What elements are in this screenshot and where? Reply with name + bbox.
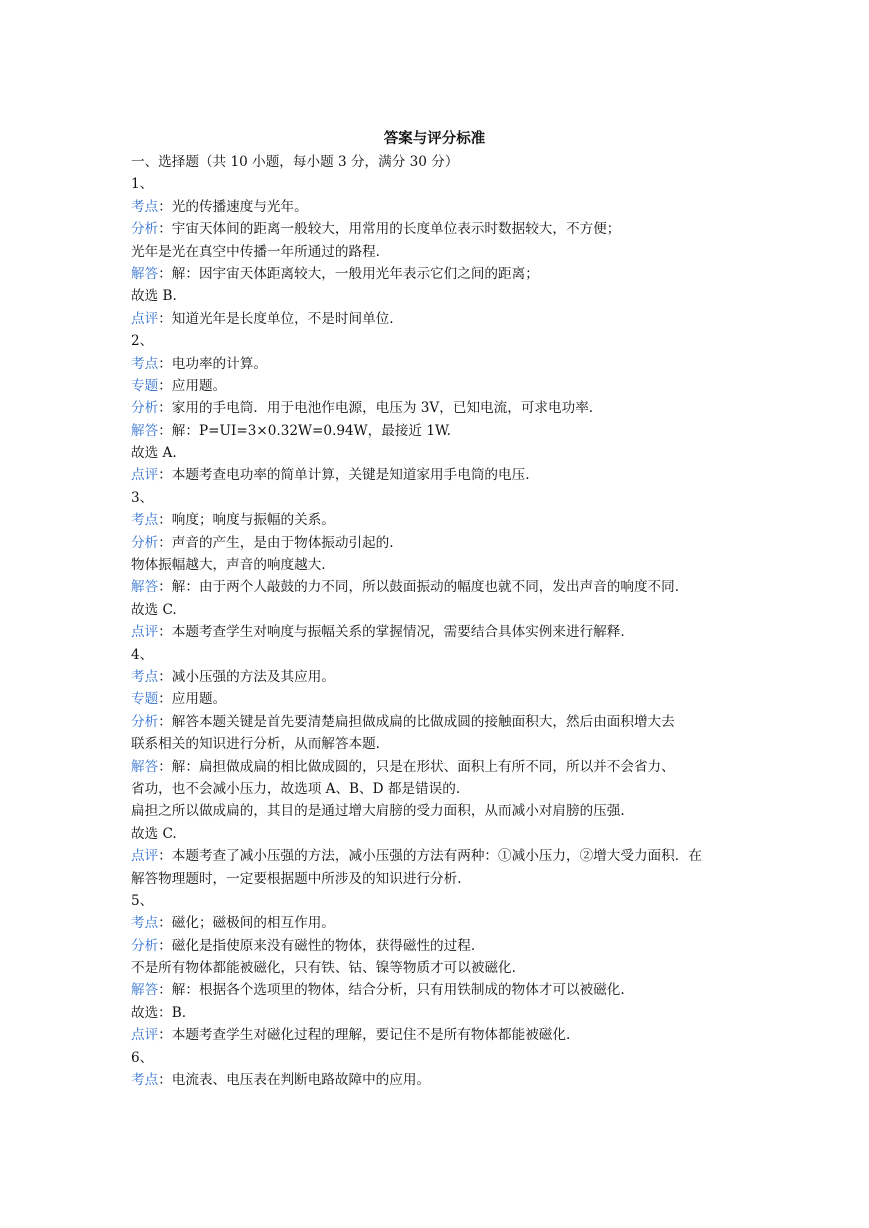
text-line	[131, 644, 741, 666]
line-text: 故选 C.	[131, 825, 177, 842]
text-line	[131, 979, 741, 1001]
text-line	[131, 285, 741, 307]
text-line	[131, 621, 741, 643]
text-line	[131, 576, 741, 598]
answer-content	[131, 151, 741, 1091]
text-line	[131, 935, 741, 957]
line-text: 省功，也不会减小压力，故选项 A、B、D 都是错误的.	[131, 780, 461, 797]
line-text: 2、	[131, 333, 154, 350]
section-label: 解答	[131, 982, 159, 999]
section-label: 分析	[131, 400, 159, 417]
text-line	[131, 711, 741, 733]
line-text: ：磁化是指使原来没有磁性的物体，获得磁性的过程.	[158, 937, 476, 954]
line-text: 一、选择题（共 10 小题，每小题 3 分，满分 30 分）	[131, 154, 459, 170]
text-line	[131, 196, 741, 218]
line-text: ：知道光年是长度单位，不是时间单位.	[158, 310, 394, 327]
section-label: 分析	[131, 937, 159, 954]
text-line	[131, 353, 741, 375]
section-label: 点评	[131, 310, 159, 327]
text-line	[131, 845, 741, 867]
text-line	[131, 308, 741, 330]
text-line	[131, 1069, 741, 1091]
line-text: 不是所有物体都能被磁化，只有铁、钴、镍等物质才可以被磁化.	[131, 960, 516, 977]
section-label: 解答	[131, 422, 159, 439]
text-line	[131, 666, 741, 688]
text-line	[131, 397, 741, 419]
section-label: 分析	[131, 713, 159, 730]
section-label: 点评	[131, 624, 159, 641]
line-text: 解答物理题时，一定要根据题中所涉及的知识进行分析.	[131, 870, 462, 887]
text-line	[131, 173, 741, 195]
line-text: ：减小压强的方法及其应用。	[158, 668, 335, 685]
section-label: 点评	[131, 848, 159, 865]
line-text: ：解：扁担做成扁的相比做成圆的，只是在形状、面积上有所不同，所以并不会省力、	[158, 758, 675, 775]
section-label: 考点	[131, 668, 159, 685]
line-text: ：解：因宇宙天体距离较大，一般用光年表示它们之间的距离；	[158, 265, 539, 282]
text-line	[131, 375, 741, 397]
text-line	[131, 554, 741, 576]
line-text: 光年是光在真空中传播一年所通过的路程.	[131, 243, 381, 260]
page-title: 答案与评分标准	[383, 130, 486, 147]
text-line	[131, 532, 741, 554]
line-text: ：宇宙天体间的距离一般较大，用常用的长度单位表示时数据较大，不方便；	[158, 221, 621, 238]
line-text: 1、	[131, 176, 154, 193]
line-text: ：本题考查了减小压强的方法，减小压强的方法有两种：①减小压力，②增大受力面积．在	[158, 848, 702, 865]
section-label: 专题	[131, 691, 159, 708]
text-line	[131, 778, 741, 800]
line-text: 扁担之所以做成扁的，其目的是通过增大肩膀的受力面积，从而减小对肩膀的压强.	[131, 803, 625, 820]
text-line	[131, 890, 741, 912]
text-line	[131, 509, 741, 531]
section-label: 考点	[131, 512, 159, 529]
line-text: 3、	[131, 489, 154, 506]
line-text: ：解：P=UI=3×0.32W=0.94W，最接近 1W.	[158, 422, 451, 439]
text-line	[131, 442, 741, 464]
line-text: ：本题考查学生对磁化过程的理解，要记住不是所有物体都能被磁化.	[158, 1027, 571, 1044]
section-label: 考点	[131, 355, 159, 372]
line-text: ：磁化；磁极间的相互作用。	[158, 915, 335, 932]
section-label: 分析	[131, 221, 159, 238]
line-text: 故选 B.	[131, 288, 177, 305]
section-label: 解答	[131, 579, 159, 596]
text-line	[131, 688, 741, 710]
text-line	[131, 464, 741, 486]
section-label: 解答	[131, 758, 159, 775]
section-label: 解答	[131, 265, 159, 282]
line-text: ：应用题。	[158, 377, 227, 394]
section-label: 分析	[131, 534, 159, 551]
line-text: ：解：根据各个选项里的物体，结合分析，只有用铁制成的物体才可以被磁化.	[158, 982, 625, 999]
section-label: 点评	[131, 467, 159, 484]
line-text: 6、	[131, 1049, 154, 1066]
text-line	[131, 733, 741, 755]
text-line	[131, 420, 741, 442]
section-label: 考点	[131, 198, 159, 215]
text-line	[131, 330, 741, 352]
text-line	[131, 1024, 741, 1046]
text-line	[131, 241, 741, 263]
text-line	[131, 218, 741, 240]
line-text: ：响度；响度与振幅的关系。	[158, 512, 335, 529]
text-line	[131, 599, 741, 621]
text-line	[131, 912, 741, 934]
line-text: 5、	[131, 892, 154, 909]
line-text: ：应用题。	[158, 691, 227, 708]
line-text: ：声音的产生，是由于物体振动引起的.	[158, 534, 394, 551]
line-text: 故选：B.	[131, 1004, 187, 1021]
text-line	[131, 151, 741, 173]
line-text: ：光的传播速度与光年。	[158, 198, 308, 215]
text-line	[131, 1002, 741, 1024]
line-text: ：解：由于两个人敲鼓的力不同，所以鼓面振动的幅度也就不同，发出声音的响度不同.	[158, 579, 680, 596]
line-text: ：家用的手电筒．用于电池作电源，电压为 3V，已知电流，可求电功率.	[158, 400, 594, 417]
line-text: ：解答本题关键是首先要清楚扁担做成扁的比做成圆的接触面积大，然后由面积增大去	[158, 713, 675, 730]
text-line	[131, 823, 741, 845]
text-line	[131, 756, 741, 778]
line-text: ：电功率的计算。	[158, 355, 267, 372]
line-text: 故选 C.	[131, 601, 177, 618]
line-text: ：本题考查电功率的简单计算，关键是知道家用手电筒的电压.	[158, 467, 530, 484]
line-text: ：电流表、电压表在判断电路故障中的应用。	[158, 1072, 431, 1089]
text-line	[131, 957, 741, 979]
section-label: 专题	[131, 377, 159, 394]
line-text: 4、	[131, 646, 154, 663]
line-text: 物体振幅越大，声音的响度越大.	[131, 557, 326, 574]
line-text: ：本题考查学生对响度与振幅关系的掌握情况，需要结合具体实例来进行解释.	[158, 624, 625, 641]
line-text: 联系相关的知识进行分析，从而解答本题.	[131, 736, 381, 753]
section-label: 点评	[131, 1027, 159, 1044]
line-text: 故选 A.	[131, 445, 177, 462]
text-line	[131, 1047, 741, 1069]
text-line	[131, 487, 741, 509]
section-label: 考点	[131, 1072, 159, 1089]
text-line	[131, 800, 741, 822]
text-line	[131, 868, 741, 890]
section-label: 考点	[131, 915, 159, 932]
text-line	[131, 263, 741, 285]
